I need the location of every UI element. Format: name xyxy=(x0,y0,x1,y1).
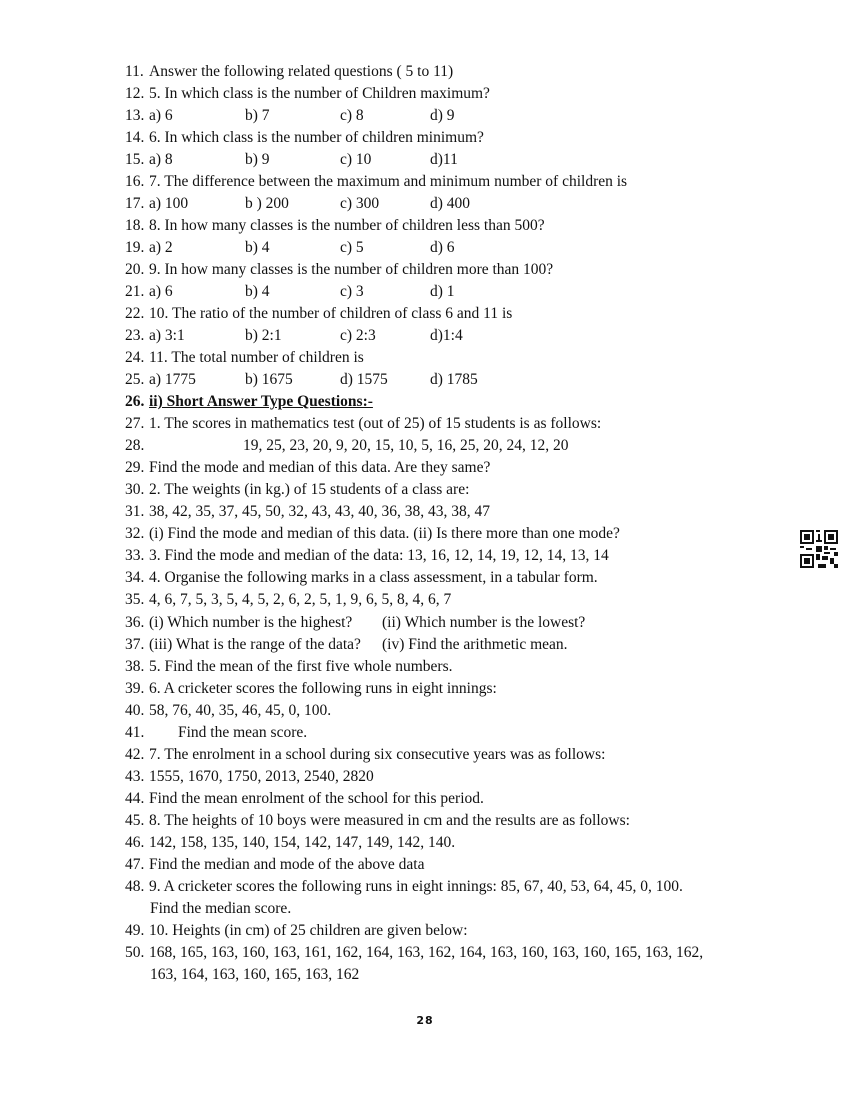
line-text: 163, 164, 163, 160, 165, 163, 162 xyxy=(150,965,360,983)
line-number: 33. xyxy=(125,547,145,565)
line-text: 4, 6, 7, 5, 3, 5, 4, 5, 2, 6, 2, 5, 1, 9, 6, 5, 8, 4, 6, 7 xyxy=(149,591,452,609)
line-number: 27. xyxy=(125,415,145,433)
line-text: Answer the following related questions ( 5 to 11) xyxy=(149,63,454,80)
line-number: 38. xyxy=(125,657,145,675)
line-number: 50. xyxy=(125,943,145,961)
line-number: 14. xyxy=(125,129,145,147)
answer-option: a) 3:1 xyxy=(149,327,185,345)
line-number: 31. xyxy=(125,503,145,521)
line-text: 1. The scores in mathematics test (out of 25) of 15 students is as follows: xyxy=(149,415,602,433)
line-number: 44. xyxy=(125,789,145,807)
answer-option: d) 1785 xyxy=(430,371,478,389)
line-number: 41. xyxy=(125,723,145,741)
line-text: 4. Organise the following marks in a class assessment, in a tabular form. xyxy=(149,569,598,587)
line-text: 7. The enrolment in a school during six consecutive years was as follows: xyxy=(149,745,606,763)
line-number: 42. xyxy=(125,745,145,763)
line-text: 3. Find the mode and median of the data: 13, 16, 12, 14, 19, 12, 14, 13, 14 xyxy=(149,547,609,565)
line-text: 1555, 1670, 1750, 2013, 2540, 2820 xyxy=(149,767,374,785)
answer-option: c) 3 xyxy=(340,283,364,301)
answer-option: a) 6 xyxy=(149,283,173,301)
line-text: 168, 165, 163, 160, 163, 161, 162, 164, 163, 162, 164, 163, 160, 163, 160, 165, 163, 162, xyxy=(149,943,704,961)
line-text: 7. The difference between the maximum and minimum number of children is xyxy=(149,173,628,191)
line-text: Find the median and mode of the above data xyxy=(149,855,425,873)
answer-option: c) 10 xyxy=(340,151,372,169)
line-text: 9. A cricketer scores the following runs in eight innings: 85, 67, 40, 53, 64, 45, 0, 100. xyxy=(149,877,683,895)
line-number: 13. xyxy=(125,107,145,125)
line-text: (i) Find the mode and median of this data. (ii) Is there more than one mode? xyxy=(149,525,620,543)
answer-option: c) 8 xyxy=(340,107,364,125)
line-number: 20. xyxy=(125,261,145,279)
line-number: 48. xyxy=(125,877,145,895)
answer-option: b ) 200 xyxy=(245,195,289,213)
line-text: 6. A cricketer scores the following runs in eight innings: xyxy=(149,679,497,697)
line-number: 43. xyxy=(125,767,145,785)
line-number: 19. xyxy=(125,239,145,257)
line-text: Find the median score. xyxy=(150,899,292,917)
answer-option: d)1:4 xyxy=(430,327,463,345)
line-number: 11. xyxy=(125,63,144,80)
line-text: 142, 158, 135, 140, 154, 142, 147, 149, 142, 140. xyxy=(149,833,456,851)
line-number: 15. xyxy=(125,151,145,169)
line-text: 10. The ratio of the number of children of class 6 and 11 is xyxy=(149,305,513,323)
line-text: Find the mean score. xyxy=(178,723,308,741)
answer-option: c) 5 xyxy=(340,239,364,257)
line-text: Find the mode and median of this data. Are they same? xyxy=(149,459,491,477)
sub-question: (iv) Find the arithmetic mean. xyxy=(382,635,568,653)
line-number: 26. xyxy=(125,393,145,411)
line-number: 49. xyxy=(125,921,145,939)
line-number: 18. xyxy=(125,217,145,235)
line-number: 28. xyxy=(125,437,145,455)
page-number: 28 xyxy=(416,1014,434,1027)
line-number: 35. xyxy=(125,591,145,609)
answer-option: b) 4 xyxy=(245,283,270,301)
answer-option: d) 400 xyxy=(430,195,471,213)
answer-option: d) 1 xyxy=(430,283,455,301)
sub-question: (ii) Which number is the lowest? xyxy=(382,613,586,631)
line-text: 58, 76, 40, 35, 46, 45, 0, 100. xyxy=(149,701,332,719)
answer-option: c) 2:3 xyxy=(340,327,376,345)
answer-option: b) 7 xyxy=(245,107,270,125)
line-text: 38, 42, 35, 37, 45, 50, 32, 43, 43, 40, 36, 38, 43, 38, 47 xyxy=(149,503,490,521)
line-number: 17. xyxy=(125,195,145,213)
answer-option: c) 300 xyxy=(340,195,380,213)
line-number: 45. xyxy=(125,811,145,829)
line-number: 40. xyxy=(125,701,145,719)
answer-option: a) 2 xyxy=(149,239,173,257)
line-text: 11. The total number of children is xyxy=(149,349,364,367)
line-number: 23. xyxy=(125,327,145,345)
data-values: 19, 25, 23, 20, 9, 20, 15, 10, 5, 16, 25, 20, 24, 12, 20 xyxy=(243,437,569,455)
answer-option: a) 8 xyxy=(149,151,173,169)
line-text: 10. Heights (in cm) of 25 children are given below: xyxy=(149,921,468,939)
answer-option: d) 1575 xyxy=(340,371,388,389)
line-text: 9. In how many classes is the number of children more than 100? xyxy=(149,261,554,279)
line-number: 25. xyxy=(125,371,145,389)
line-number: 22. xyxy=(125,305,145,323)
answer-option: a) 100 xyxy=(149,195,189,213)
answer-option: b) 2:1 xyxy=(245,327,282,345)
line-text: 5. In which class is the number of Children maximum? xyxy=(149,85,490,103)
line-number: 24. xyxy=(125,349,145,367)
answer-option: b) 1675 xyxy=(245,371,293,389)
line-number: 30. xyxy=(125,481,145,499)
line-text: 8. In how many classes is the number of children less than 500? xyxy=(149,217,545,235)
line-number: 39. xyxy=(125,679,145,697)
line-number: 47. xyxy=(125,855,145,873)
line-number: 16. xyxy=(125,173,145,191)
line-number: 12. xyxy=(125,85,145,103)
answer-option: b) 4 xyxy=(245,239,270,257)
answer-option: a) 1775 xyxy=(149,371,196,389)
line-text: 8. The heights of 10 boys were measured in cm and the results are as follows: xyxy=(149,811,630,829)
line-number: 29. xyxy=(125,459,145,477)
answer-option: a) 6 xyxy=(149,107,173,125)
line-number: 36. xyxy=(125,613,145,631)
line-number: 34. xyxy=(125,569,145,587)
answer-option: b) 9 xyxy=(245,151,270,169)
answer-option: d) 9 xyxy=(430,107,455,125)
line-text: 2. The weights (in kg.) of 15 students of a class are: xyxy=(149,481,470,499)
answer-option: d) 6 xyxy=(430,239,455,257)
line-number: 32. xyxy=(125,525,145,543)
line-number: 46. xyxy=(125,833,145,851)
qr-code-icon xyxy=(800,530,838,568)
section-heading: ii) Short Answer Type Questions:- xyxy=(149,393,373,411)
line-text: Find the mean enrolment of the school for this period. xyxy=(149,789,484,807)
line-text: 5. Find the mean of the first five whole numbers. xyxy=(149,657,453,675)
line-number: 37. xyxy=(125,635,145,653)
line-number: 21. xyxy=(125,283,145,301)
answer-option: d)11 xyxy=(430,151,458,169)
sub-question: (iii) What is the range of the data? xyxy=(149,635,361,653)
line-text: 6. In which class is the number of children minimum? xyxy=(149,129,484,147)
sub-question: (i) Which number is the highest? xyxy=(149,613,353,631)
